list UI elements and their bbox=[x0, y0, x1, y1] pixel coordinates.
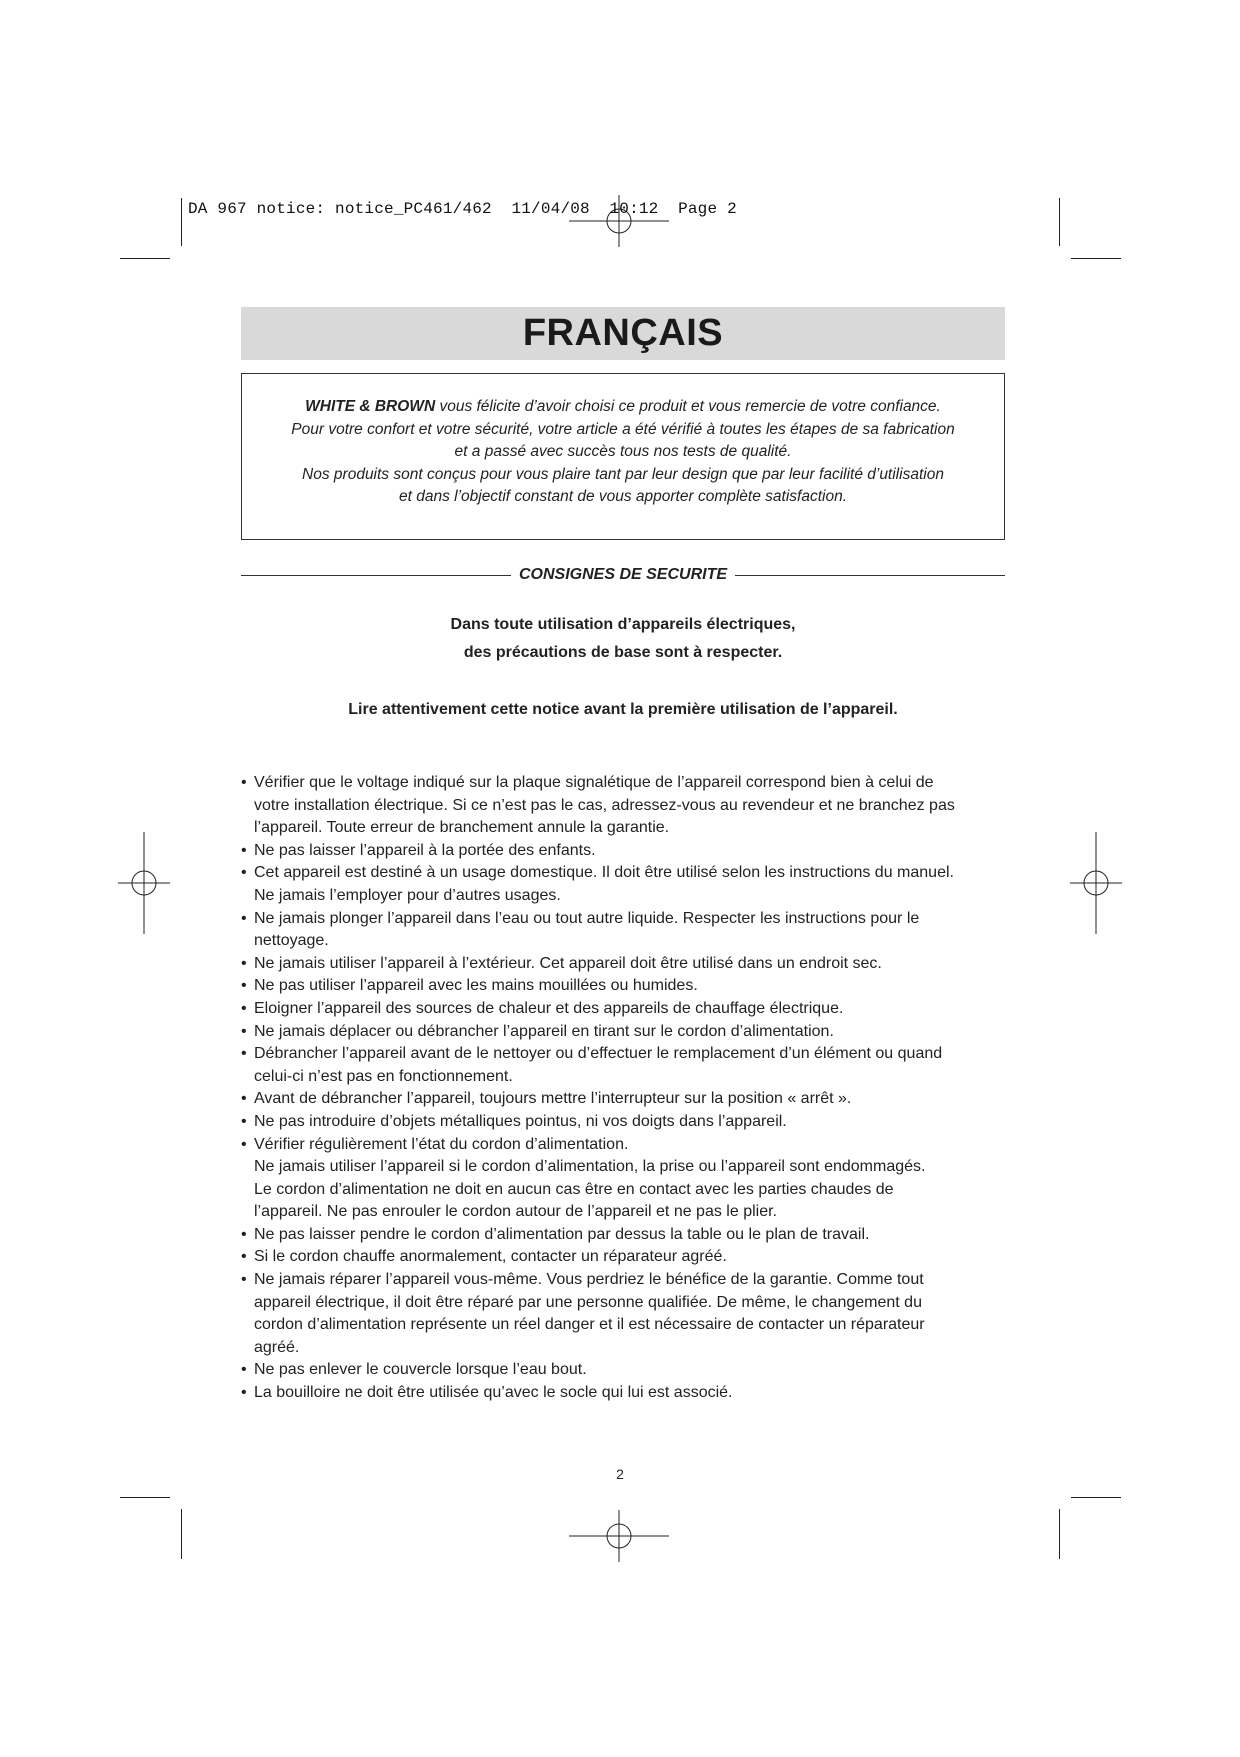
crop-mark-bottom-left-horizontal bbox=[120, 1497, 170, 1498]
crop-mark-top-right-horizontal bbox=[1071, 258, 1121, 259]
registration-mark-right-icon bbox=[1070, 832, 1122, 934]
intro-box bbox=[241, 373, 1005, 540]
crop-mark-top-left-horizontal bbox=[120, 258, 170, 259]
crop-mark-top-right-vertical bbox=[1059, 198, 1060, 246]
safety-item bbox=[241, 1359, 1021, 1382]
safety-item bbox=[241, 953, 1021, 976]
safety-item bbox=[241, 862, 1021, 907]
safety-item bbox=[241, 1088, 1021, 1111]
section-heading bbox=[241, 563, 1005, 587]
safety-item bbox=[241, 1111, 1021, 1134]
crop-mark-bottom-right-horizontal bbox=[1071, 1497, 1121, 1498]
safety-item-line: • Si le cordon chauffe anormalement, contacter un réparateur agréé. bbox=[254, 1248, 727, 1266]
safety-item bbox=[241, 840, 1021, 863]
registration-mark-left-icon bbox=[118, 832, 170, 934]
section-heading-text: CONSIGNES DE SECURITE bbox=[518, 566, 728, 583]
precautions-line-1: Dans toute utilisation d’appareils électriques, bbox=[450, 616, 796, 633]
safety-item bbox=[241, 908, 1021, 953]
safety-item-line: Le cordon d’alimentation ne doit en aucun cas être en contact avec les parties chaudes de bbox=[254, 1180, 894, 1198]
safety-item bbox=[241, 1269, 1021, 1359]
safety-item-line: Ne jamais l’employer pour d’autres usages. bbox=[254, 886, 561, 904]
safety-item-line: • Débrancher l’appareil avant de le nettoyer ou d’effectuer le remplacement d’un élément ou quand bbox=[254, 1045, 943, 1063]
safety-list bbox=[241, 772, 1021, 1405]
safety-item-line: • Ne jamais réparer l’appareil vous-même. Vous perdriez le bénéfice de la garantie. Comme tout bbox=[254, 1271, 924, 1289]
intro-text bbox=[291, 396, 954, 509]
safety-item bbox=[241, 1224, 1021, 1247]
intro-line-1-rest: vous félicite d’avoir choisi ce produit et vous remercie de votre confiance. bbox=[435, 398, 941, 416]
safety-item-line: • Ne pas utiliser l’appareil avec les mains mouillées ou humides. bbox=[254, 977, 698, 995]
intro-line-2: Pour votre confort et votre sécurité, votre article a été vérifié à toutes les étapes de sa fabrication bbox=[291, 420, 955, 438]
safety-item-line: • Eloigner l’appareil des sources de chaleur et des appareils de chauffage électrique. bbox=[254, 999, 844, 1017]
safety-item bbox=[241, 1043, 1021, 1088]
safety-item bbox=[241, 998, 1021, 1021]
intro-line-5: et dans l’objectif constant de vous apporter complète satisfaction. bbox=[398, 488, 848, 506]
crop-mark-bottom-right-vertical bbox=[1059, 1509, 1060, 1559]
safety-item-line: • Ne jamais plonger l’appareil dans l’eau ou tout autre liquide. Respecter les instructions pour le bbox=[254, 909, 920, 927]
crop-mark-top-left-vertical bbox=[181, 198, 182, 246]
safety-item-line: appareil électrique, il doit être réparé par une personne qualifiée. De même, le changement du bbox=[254, 1293, 922, 1311]
safety-item-line: • Ne pas laisser l’appareil à la portée des enfants. bbox=[254, 841, 596, 859]
safety-item bbox=[241, 1021, 1021, 1044]
safety-item-line: • La bouilloire ne doit être utilisée qu’avec le socle qui lui est associé. bbox=[254, 1384, 733, 1402]
safety-item-line: celui-ci n’est pas en fonctionnement. bbox=[254, 1067, 513, 1085]
title-banner bbox=[241, 307, 1005, 360]
safety-item-line: • Vérifier régulièrement l’état du cordon d’alimentation. bbox=[254, 1135, 629, 1153]
page-number: 2 bbox=[616, 1466, 624, 1482]
safety-item-line: • Ne jamais utiliser l’appareil à l’extérieur. Cet appareil doit être utilisé dans un endroit sec. bbox=[254, 954, 882, 972]
safety-item-line: l’appareil. Ne pas enrouler le cordon autour de l’appareil et ne pas le plier. bbox=[254, 1203, 777, 1221]
page-title: FRANÇAIS bbox=[522, 312, 724, 354]
safety-item bbox=[241, 1134, 1021, 1224]
brand-name: WHITE & BROWN bbox=[305, 398, 436, 416]
section-rule-right bbox=[735, 575, 1005, 576]
safety-item-line: agréé. bbox=[254, 1338, 300, 1356]
section-rule-left bbox=[241, 575, 511, 576]
safety-item-line: • Ne pas enlever le couvercle lorsque l’eau bout. bbox=[254, 1361, 587, 1379]
safety-item-line: • Vérifier que le voltage indiqué sur la plaque signalétique de l’appareil correspond bien à celui de bbox=[254, 774, 934, 791]
print-slug-line: DA 967 notice: notice_PC461/462 11/04/08 10:12 Page 2 bbox=[188, 200, 737, 218]
safety-item-line: cordon d’alimentation représente un réel danger et il est nécessaire de contacter un réparateur bbox=[254, 1316, 925, 1334]
read-notice: Lire attentivement cette notice avant la première utilisation de l’appareil. bbox=[348, 701, 898, 718]
precautions-line-2: des précautions de base sont à respecter. bbox=[463, 644, 783, 661]
registration-mark-bottom-icon bbox=[569, 1510, 669, 1562]
crop-mark-bottom-left-vertical bbox=[181, 1509, 182, 1559]
intro-line-4: Nos produits sont conçus pour vous plaire tant par leur design que par leur facilité d’utilisation bbox=[302, 465, 944, 483]
safety-item-line: • Ne jamais déplacer ou débrancher l’appareil en tirant sur le cordon d’alimentation. bbox=[254, 1022, 834, 1040]
safety-item-line: nettoyage. bbox=[254, 932, 329, 950]
safety-item-line: l’appareil. Toute erreur de branchement annule la garantie. bbox=[254, 819, 670, 837]
safety-item-line: • Cet appareil est destiné à un usage domestique. Il doit être utilisé selon les instructions du manuel. bbox=[254, 864, 954, 882]
safety-item-line: • Ne pas laisser pendre le cordon d’alimentation par dessus la table ou le plan de travail. bbox=[254, 1225, 870, 1243]
safety-item-line: • Ne pas introduire d’objets métalliques pointus, ni vos doigts dans l’appareil. bbox=[254, 1112, 787, 1130]
safety-item-line: Ne jamais utiliser l’appareil si le cordon d’alimentation, la prise ou l’appareil sont endommagés. bbox=[254, 1158, 926, 1176]
safety-item-line: votre installation électrique. Si ce n’est pas le cas, adressez-vous au revendeur et ne branchez pas bbox=[254, 796, 955, 814]
intro-line-1 bbox=[291, 396, 954, 419]
safety-item bbox=[241, 772, 1021, 840]
intro-line-3: et a passé avec succès tous nos tests de qualité. bbox=[454, 443, 792, 461]
safety-item-line: • Avant de débrancher l’appareil, toujours mettre l’interrupteur sur la position « arrêt ». bbox=[254, 1090, 852, 1108]
safety-item bbox=[241, 1382, 1021, 1405]
safety-item bbox=[241, 1246, 1021, 1269]
safety-item bbox=[241, 975, 1021, 998]
